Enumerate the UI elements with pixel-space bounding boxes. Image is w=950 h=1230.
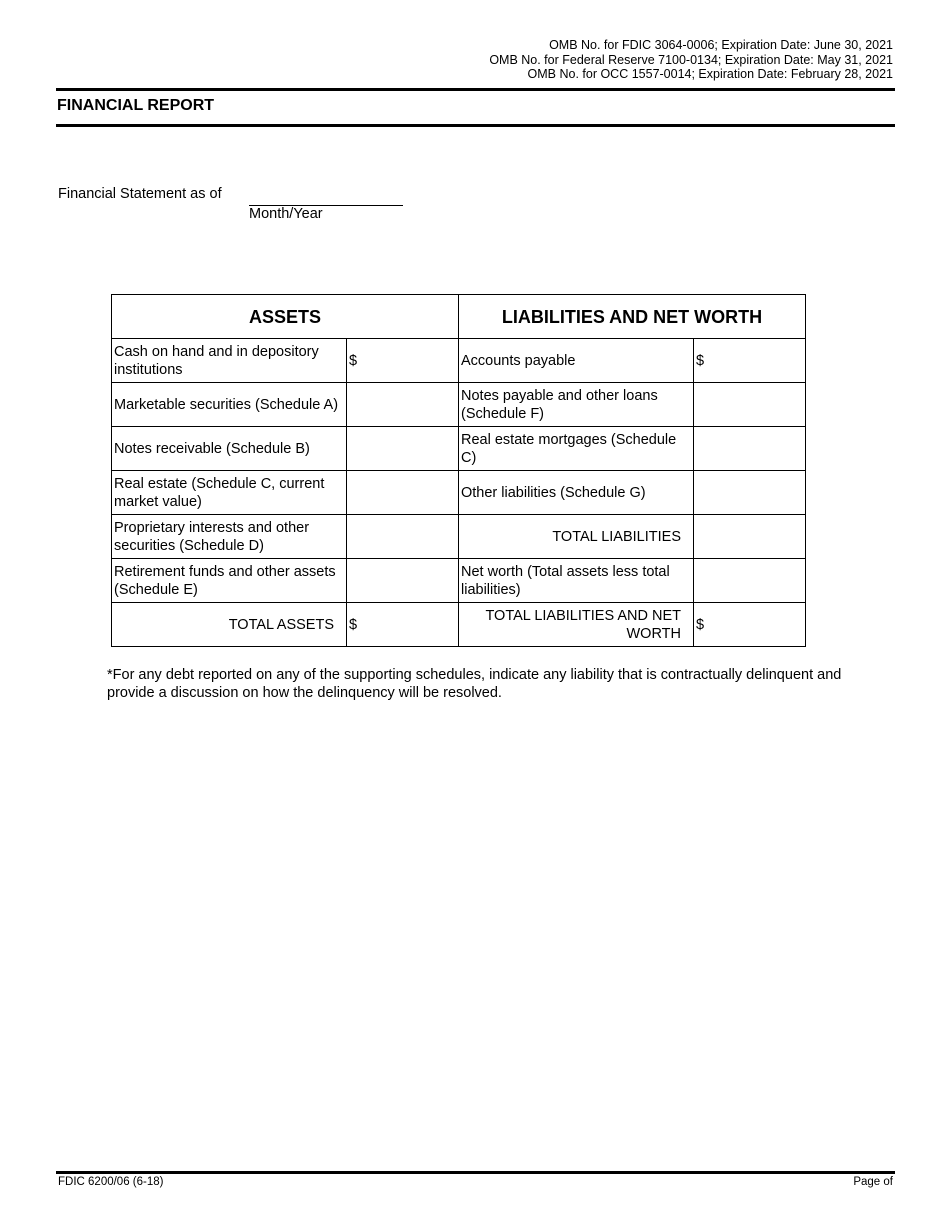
total-assets-field[interactable]: $ xyxy=(347,603,459,647)
table-row xyxy=(112,471,806,515)
liabilities-header: LIABILITIES AND NET WORTH xyxy=(459,295,806,339)
asset-amount-field[interactable] xyxy=(347,559,459,603)
divider-footer xyxy=(56,1171,895,1174)
table-row xyxy=(112,383,806,427)
total-liabilities-net-worth-field[interactable]: $ xyxy=(694,603,806,647)
asset-amount-field[interactable] xyxy=(347,427,459,471)
page-number: Page of xyxy=(853,1176,893,1188)
asset-amount-field[interactable] xyxy=(347,515,459,559)
total-liabilities-field[interactable] xyxy=(694,515,806,559)
omb-line-occ: OMB No. for OCC 1557-0014; Expiration Date: February 28, 2021 xyxy=(527,67,893,81)
assets-header: ASSETS xyxy=(112,295,459,339)
table-row xyxy=(112,427,806,471)
asset-label: Cash on hand and in depository institutions xyxy=(112,339,347,383)
table-row xyxy=(112,559,806,603)
liability-label: Other liabilities (Schedule G) xyxy=(459,471,694,515)
divider-title xyxy=(56,124,895,127)
net-worth-field[interactable] xyxy=(694,559,806,603)
net-worth-label: Net worth (Total assets less total liabilities) xyxy=(459,559,694,603)
liability-label: Real estate mortgages (Schedule C) xyxy=(459,427,694,471)
table-row xyxy=(112,339,806,383)
liability-label: Notes payable and other loans (Schedule F) xyxy=(459,383,694,427)
liability-amount-field[interactable] xyxy=(694,427,806,471)
statement-date-label: Financial Statement as of xyxy=(58,186,222,202)
asset-label: Notes receivable (Schedule B) xyxy=(112,427,347,471)
liability-amount-field[interactable] xyxy=(694,471,806,515)
total-assets-label: TOTAL ASSETS xyxy=(112,603,347,647)
asset-amount-field[interactable] xyxy=(347,471,459,515)
omb-info xyxy=(489,38,893,82)
page-title: FINANCIAL REPORT xyxy=(57,97,215,114)
form-id: FDIC 6200/06 (6-18) xyxy=(58,1176,164,1188)
asset-label: Real estate (Schedule C, current market value) xyxy=(112,471,347,515)
asset-label: Proprietary interests and other securities (Schedule D) xyxy=(112,515,347,559)
statement-date-sublabel: Month/Year xyxy=(249,206,323,222)
total-liabilities-net-worth-label: TOTAL LIABILITIES AND NET WORTH xyxy=(459,603,694,647)
delinquency-note: *For any debt reported on any of the supporting schedules, indicate any liability that is contractually delinquent and provide a discussion on how the delinquency will be resolved. xyxy=(107,667,842,701)
table-row xyxy=(112,515,806,559)
asset-amount-field[interactable] xyxy=(347,383,459,427)
liability-amount-field[interactable] xyxy=(694,383,806,427)
table-row-totals xyxy=(112,603,806,647)
omb-line-fdic: OMB No. for FDIC 3064-0006; Expiration Date: June 30, 2021 xyxy=(549,38,893,52)
balance-sheet-table xyxy=(111,294,806,647)
asset-amount-field[interactable]: $ xyxy=(347,339,459,383)
table-header-row xyxy=(112,295,806,339)
omb-line-frb: OMB No. for Federal Reserve 7100-0134; Expiration Date: May 31, 2021 xyxy=(489,52,893,67)
divider-top xyxy=(56,88,895,91)
asset-label: Retirement funds and other assets (Schedule E) xyxy=(112,559,347,603)
total-liabilities-label: TOTAL LIABILITIES xyxy=(459,515,694,559)
liability-amount-field[interactable]: $ xyxy=(694,339,806,383)
liability-label: Accounts payable xyxy=(459,339,694,383)
asset-label: Marketable securities (Schedule A) xyxy=(112,383,347,427)
